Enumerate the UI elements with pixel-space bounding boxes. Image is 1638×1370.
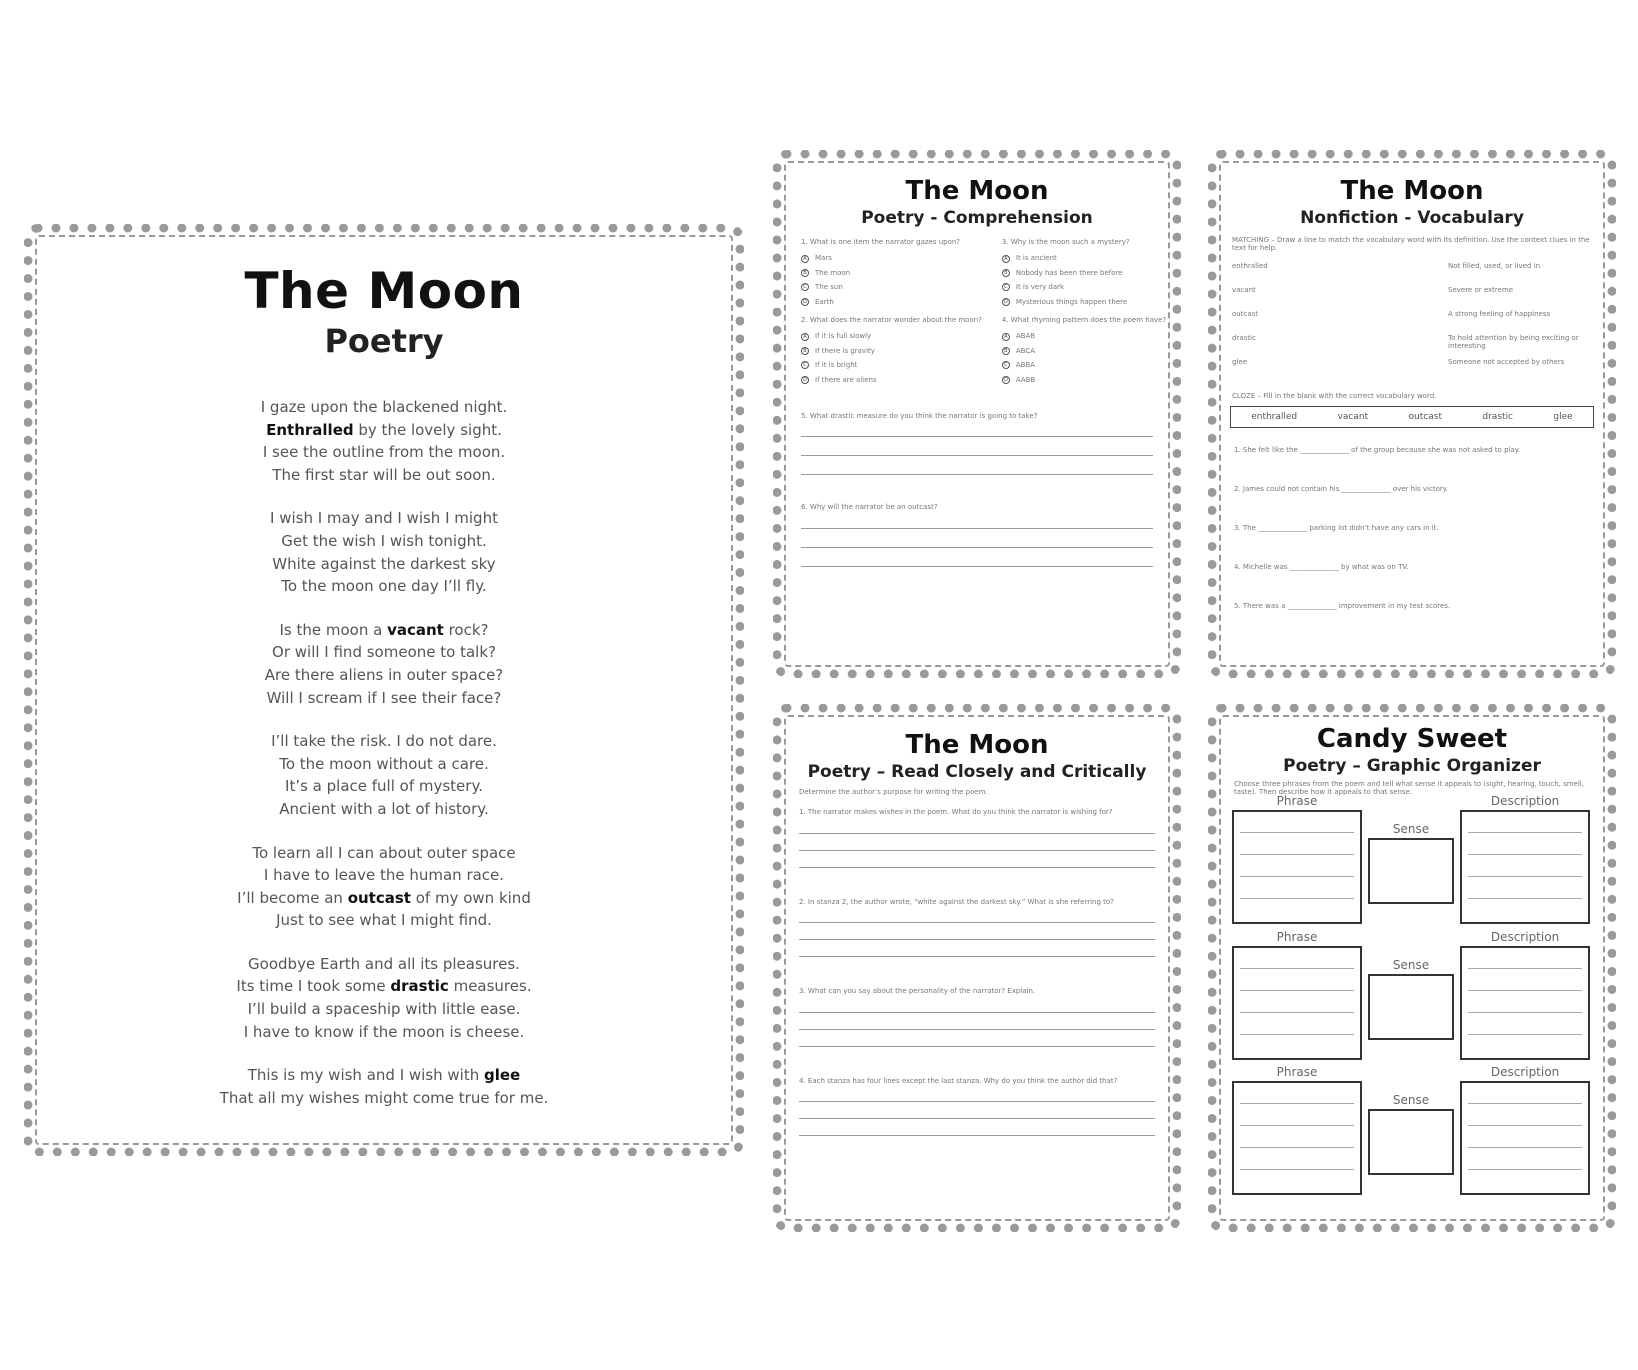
- writing-line: [1240, 1034, 1354, 1035]
- sense-label: Sense: [1392, 958, 1430, 972]
- writing-line: [1468, 968, 1582, 969]
- critical-question: 2. In stanza 2, the author wrote, “white against the darkest sky.” What is she referring to?: [799, 898, 1155, 957]
- word-bank-word: glee: [1553, 412, 1573, 423]
- vocabulary-subtitle: Nonfiction - Vocabulary: [1300, 208, 1524, 228]
- poem-line: This is my wish and I wish with glee: [247, 1066, 521, 1085]
- writing-line: [1468, 1169, 1582, 1170]
- option-bubble-icon: A: [801, 255, 809, 263]
- poem-stanza: [38, 842, 730, 932]
- sense-label: Sense: [1392, 1093, 1430, 1107]
- q1-options: [801, 254, 982, 306]
- option-bubble-icon: C: [801, 361, 809, 369]
- word-bank-word: enthralled: [1251, 412, 1298, 423]
- writing-line: [1468, 1103, 1582, 1104]
- cloze-sentence: 4. Michelle was ______________ by what was on TV.: [1234, 563, 1409, 572]
- critical-question: 1. The narrator makes wishes in the poem. What do you think the narrator is wishing for?: [799, 808, 1155, 867]
- option-bubble-icon: D: [801, 298, 809, 306]
- vocab-word: outcast: [1232, 310, 1258, 318]
- q3-options: [1002, 254, 1166, 306]
- answer-option: D AABB: [1002, 376, 1166, 384]
- poem-line: I see the outline from the moon.: [262, 443, 506, 462]
- poem-line: Enthralled by the lovely sight.: [266, 420, 502, 439]
- cloze-sentence: 2. James could not contain his ______________ over his victory.: [1234, 485, 1449, 494]
- phrase-label: Phrase: [1276, 930, 1318, 944]
- poem-line: I’ll build a spaceship with little ease.: [247, 1000, 521, 1019]
- option-bubble-icon: C: [1002, 361, 1010, 369]
- answer-line: [799, 850, 1155, 851]
- answer-line: [799, 1135, 1155, 1136]
- poem-stanza: [38, 730, 730, 820]
- writing-line: [1240, 1125, 1354, 1126]
- poem-line: Are there aliens in outer space?: [264, 665, 504, 684]
- writing-line: [1468, 898, 1582, 899]
- poem-line: Just to see what I might find.: [276, 911, 492, 930]
- writing-line: [1468, 1125, 1582, 1126]
- question-1: 1. What is one item the narrator gazes upon?: [801, 238, 961, 246]
- vocab-word: glee: [1232, 358, 1248, 366]
- graphic-organizer-sheet: [1208, 704, 1616, 1232]
- cloze-sentence: 3. The ______________ parking lot didn’t have any cars in it.: [1234, 524, 1439, 533]
- answer-option: A Mars: [801, 254, 982, 262]
- q4-options: [1002, 332, 1166, 384]
- question-6: 6. Why will the narrator be an outcast?: [801, 503, 938, 512]
- organizer-subtitle: Poetry – Graphic Organizer: [1283, 756, 1541, 776]
- answer-option: C It is very dark: [1002, 283, 1166, 291]
- question-3: 3. Why is the moon such a mystery?: [1001, 238, 1130, 246]
- cloze-instructions: CLOZE – Fill in the blank with the correct vocabulary word.: [1232, 392, 1437, 400]
- option-bubble-icon: B: [1002, 347, 1010, 355]
- answer-line: [799, 1046, 1155, 1047]
- answer-option: A ABAB: [1002, 332, 1166, 340]
- poem-sheet: [24, 224, 744, 1156]
- answer-option: A If it is full slowly: [801, 332, 982, 340]
- option-bubble-icon: B: [801, 347, 809, 355]
- poem-stanza: [38, 953, 730, 1043]
- critical-title: The Moon: [905, 730, 1049, 760]
- option-bubble-icon: A: [801, 333, 809, 341]
- phrase-box: [1232, 1081, 1362, 1195]
- phrase-box: [1232, 946, 1362, 1060]
- poem-line: Goodbye Earth and all its pleasures.: [248, 954, 520, 973]
- critical-question: 3. What can you say about the personality of the narrator? Explain.: [799, 987, 1155, 1046]
- poem-line: I’ll become an outcast of my own kind: [237, 888, 531, 907]
- vocab-word: drastic: [1232, 334, 1256, 342]
- writing-line: [1468, 832, 1582, 833]
- organizer-instructions: Choose three phrases from the poem and tell what sense it appeals to (sight, hearing, touch, smell, taste). Then describe how it appeals to that sense.: [1234, 780, 1584, 796]
- sense-box: [1368, 974, 1454, 1040]
- answer-line: [799, 922, 1155, 923]
- answer-option: D Earth: [801, 298, 982, 306]
- poem-stanza: [38, 619, 730, 709]
- poem-line: To the moon one day I’ll fly.: [281, 577, 487, 596]
- critical-instructions: Determine the author’s purpose for writing the poem.: [799, 788, 988, 796]
- question-2: 2. What does the narrator wonder about the moon?: [801, 315, 982, 324]
- writing-line: [1240, 990, 1354, 991]
- phrase-box: [1232, 810, 1362, 924]
- writing-line: [1468, 1034, 1582, 1035]
- answer-line: [799, 1101, 1155, 1102]
- poem-line: It’s a place full of mystery.: [285, 777, 483, 796]
- answer-line: [799, 956, 1155, 957]
- option-bubble-icon: D: [1002, 298, 1010, 306]
- description-box: [1460, 1081, 1590, 1195]
- poem-line: To learn all I can about outer space: [252, 843, 516, 862]
- sense-box: [1368, 1109, 1454, 1175]
- writing-line: [1240, 1103, 1354, 1104]
- poem-body: [38, 396, 730, 1109]
- comprehension-title: The Moon: [905, 176, 1049, 206]
- answer-line: [799, 939, 1155, 940]
- poem-stanza: [38, 396, 730, 486]
- poem-line: Get the wish I wish tonight.: [281, 531, 487, 550]
- option-bubble-icon: A: [1002, 333, 1010, 341]
- poem-line: Its time I took some drastic measures.: [236, 977, 532, 996]
- writing-line: [1240, 876, 1354, 877]
- phrase-label: Phrase: [1276, 794, 1318, 808]
- vocab-definition: A strong feeling of happiness: [1448, 310, 1551, 318]
- organizer-title: Candy Sweet: [1316, 724, 1508, 754]
- cloze-sentence: 5. There was a ______________ improvement in my test scores.: [1234, 602, 1451, 611]
- answer-option: D If there are aliens: [801, 376, 982, 384]
- writing-line: [1468, 1147, 1582, 1148]
- description-label: Description: [1490, 930, 1560, 944]
- word-bank-word: outcast: [1408, 412, 1442, 423]
- phrase-label: Phrase: [1276, 1065, 1318, 1079]
- poem-line: The first star will be out soon.: [272, 465, 496, 484]
- poem-subtitle: Poetry: [324, 322, 444, 360]
- answer-line: [799, 867, 1155, 868]
- option-bubble-icon: D: [801, 376, 809, 384]
- vocab-definitions: [1448, 262, 1592, 382]
- answer-option: B The moon: [801, 269, 982, 277]
- poem-line: I have to leave the human race.: [263, 866, 505, 885]
- sense-label: Sense: [1392, 822, 1430, 836]
- answer-option: C If it is bright: [801, 361, 982, 369]
- poem-line: I’ll take the risk. I do not dare.: [271, 732, 497, 751]
- answer-option: C The sun: [801, 283, 982, 291]
- comprehension-subtitle: Poetry - Comprehension: [861, 208, 1093, 228]
- sense-box: [1368, 838, 1454, 904]
- writing-line: [1468, 854, 1582, 855]
- answer-line: [799, 1118, 1155, 1119]
- poem-line: Is the moon a vacant rock?: [279, 620, 489, 639]
- q2-options: [801, 332, 982, 384]
- word-bank: [1230, 406, 1594, 428]
- answer-option: B If there is gravity: [801, 347, 982, 355]
- writing-line: [1240, 1012, 1354, 1013]
- poem-line: To the moon without a care.: [279, 754, 489, 773]
- poem-stanza: [38, 507, 730, 597]
- answer-option: C ABBA: [1002, 361, 1166, 369]
- poem-line: White against the darkest sky: [272, 554, 496, 573]
- writing-line: [1468, 990, 1582, 991]
- answer-option: B Nobody has been there before: [1002, 269, 1166, 277]
- writing-line: [1240, 968, 1354, 969]
- option-bubble-icon: B: [1002, 269, 1010, 277]
- writing-line: [1240, 854, 1354, 855]
- description-label: Description: [1490, 1065, 1560, 1079]
- critical-question: 4. Each stanza has four lines except the last stanza. Why do you think the author did that?: [799, 1077, 1155, 1136]
- critical-reading-sheet: [773, 704, 1181, 1232]
- word-bank-word: drastic: [1482, 412, 1513, 423]
- vocabulary-sheet: [1208, 150, 1616, 678]
- poem-line: Ancient with a lot of history.: [279, 799, 489, 818]
- option-bubble-icon: D: [1002, 376, 1010, 384]
- writing-line: [1240, 1147, 1354, 1148]
- option-bubble-icon: C: [801, 283, 809, 291]
- writing-line: [1468, 1012, 1582, 1013]
- poem-line: Will I scream if I see their face?: [266, 688, 502, 707]
- answer-option: D Mysterious things happen there: [1002, 298, 1166, 306]
- cloze-sentences: [1222, 428, 1602, 633]
- answer-option: B ABCA: [1002, 347, 1166, 355]
- option-bubble-icon: C: [1002, 283, 1010, 291]
- question-4: 4. What rhyming pattern does the poem have?: [1001, 315, 1167, 324]
- option-bubble-icon: A: [1002, 255, 1010, 263]
- poem-line: Or will I find someone to talk?: [272, 643, 496, 662]
- answer-line: [799, 1029, 1155, 1030]
- word-bank-word: vacant: [1337, 412, 1369, 423]
- description-label: Description: [1490, 794, 1560, 808]
- writing-line: [1468, 876, 1582, 877]
- writing-line: [1240, 832, 1354, 833]
- question-5: 5. What drastic measure do you think the narrator is going to take?: [801, 411, 1038, 420]
- vocab-definition: Not filled, used, or lived in: [1448, 262, 1541, 270]
- poem-line: That all my wishes might come true for me.: [219, 1088, 549, 1107]
- option-bubble-icon: B: [801, 269, 809, 277]
- critical-subtitle: Poetry – Read Closely and Critically: [807, 762, 1147, 782]
- vocab-word: vacant: [1232, 286, 1256, 294]
- poem-stanza: [38, 1064, 730, 1109]
- vocab-words: [1232, 262, 1376, 382]
- vocab-definition: To hold attention by being exciting or interesting: [1448, 334, 1579, 351]
- description-box: [1460, 946, 1590, 1060]
- vocab-definition: Severe or extreme: [1448, 286, 1514, 294]
- answer-line: [799, 833, 1155, 834]
- poem-title: The Moon: [244, 262, 524, 320]
- comprehension-sheet: [773, 150, 1181, 678]
- writing-line: [1240, 898, 1354, 899]
- answer-line: [799, 1012, 1155, 1013]
- description-box: [1460, 810, 1590, 924]
- poem-line: I have to know if the moon is cheese.: [243, 1022, 525, 1041]
- vocab-definition: Someone not accepted by others: [1448, 358, 1565, 366]
- poem-line: I wish I may and I wish I might: [270, 509, 498, 528]
- critical-questions: [799, 808, 1155, 1136]
- matching-instructions: MATCHING – Draw a line to match the vocabulary word with its definition. Use the context clues in the text for help.: [1232, 236, 1590, 253]
- vocab-word: enthralled: [1232, 262, 1268, 270]
- writing-line: [1240, 1169, 1354, 1170]
- answer-option: A It is ancient: [1002, 254, 1166, 262]
- poem-line: I gaze upon the blackened night.: [260, 398, 508, 416]
- cloze-sentence: 1. She felt like the ______________ of the group because she was not asked to play.: [1234, 446, 1521, 455]
- vocabulary-title: The Moon: [1340, 176, 1484, 206]
